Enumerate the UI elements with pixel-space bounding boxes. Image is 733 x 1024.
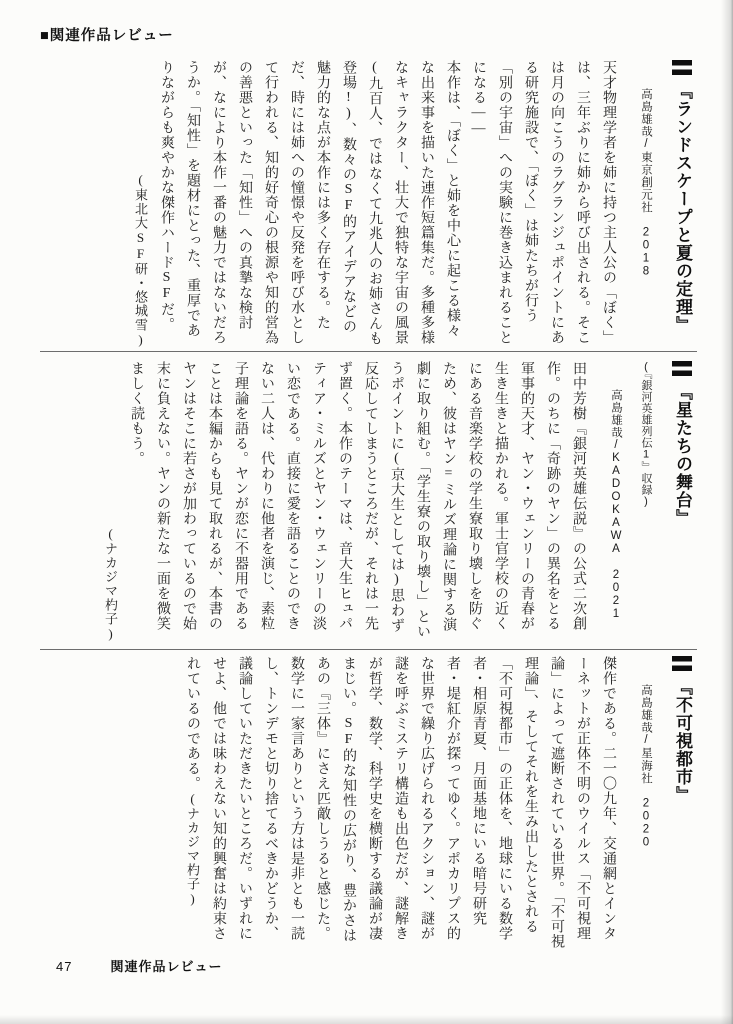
collection-note: (『銀河英雄列伝1』収録) xyxy=(640,361,652,508)
reviewer-attribution: (ナカジマ杓子) xyxy=(185,791,200,907)
page-number: 47 xyxy=(56,959,73,974)
reviewer-attribution: (ナカジマ杓子) xyxy=(103,526,118,642)
review-title-text: 『ランドスケープと夏の定理』 xyxy=(673,82,692,334)
review-paragraph: 天才物理学者を姉に持つ主人公の「ぼく」は、三年ぶりに姉から呼び出される。そこは月の向こうのラグランジュポイントにある研究施設で、「ぼく」は姉たちが行う「別の宇宙」への実験に巻き込まれることになる―― xyxy=(471,60,616,345)
review-section-hoshitachi xyxy=(40,361,695,642)
author-publisher-line: 高島雄哉/星海社 2020 xyxy=(640,684,652,850)
section-divider xyxy=(40,649,697,650)
review-paragraph: 本作は、「ぼく」と姉を中心に起こる様々な出来事を描いた連作短篇集だ。多種多様なキャラクター、壮大で独特な宇宙の風景(九百人、ではなくて九兆人のお姉さんも登場!)、数々のSF的アイデアなどの魅力的な点が本作には多く存在する。ただ、時には姉への憧憬や反発を呼び水として行われる、知的好奇心の根源や知的営為の善悪といった「知性」への真摯な検討が、なにより本作一番の魅力ではないだろうか。「知性」を題材にとった、重厚でありながらも爽やかな傑作ハードSFだ。 xyxy=(159,60,460,346)
page-edge-shadow-right xyxy=(721,0,733,1024)
footer-section-label: 関連作品レビュー xyxy=(110,959,223,974)
review-title xyxy=(669,60,695,348)
page-footer xyxy=(56,956,222,975)
title-marker-icon xyxy=(672,656,692,671)
author-publisher-line: 高島雄哉/東京創元社 2018 xyxy=(640,88,652,279)
title-marker-icon xyxy=(672,60,692,75)
title-marker-icon xyxy=(672,361,692,376)
section-divider xyxy=(40,351,697,352)
review-section-fukashitoshi xyxy=(40,656,695,950)
review-paragraph: 田中芳樹『銀河英雄伝説』の公式二次創作。のちに「奇跡のヤン」の異名をとる軍事的天才、ヤン・ウェンリーの青春が生き生きと描かれる。軍士官学校の近くにある音楽学校の学生寮取り壊しを防ぐため、彼はヤン=ミルズ理論に関する演劇に取り組む。「学生寮の取り壊し」というポイントに(京大生としては)思わず反応してしまうところだが、それは一先ず置く。本作のテーマは、音大生ヒュパティア・ミルズとヤン・ウェンリーの淡い恋である。直接に愛を語ることのできない二人は、代わりに他者を演じ、素粒子理論を語る。ヤンが恋に不器用であることは本編からも見て取れるが、本書のヤンはそこに若さが加わっているので始末に負えない。ヤンの新たな一面を微笑ましく読もう。 xyxy=(129,361,586,639)
review-title xyxy=(669,361,695,642)
review-paragraph-text: 傑作である。二一〇九年、交通網とインターネットが正体不明のウイルス「不可視理論」によって遮断されている世界。「不可視理論」、そしてそれを生み出したとされる「不可視都市」の正体を、地球にいる数学者・相原青夏、月面基地にいる暗号研究者・堤紅介が探ってゆく。アポカリプス的な世界で繰り広げられるアクション、謎が謎を呼ぶミステリ構造も出色だが、謎解きが哲学、数学、科学史を横断する議論が凄まじい。SF的な知性の広がり、豊かさはあの『三体』にさえ匹敵しうると感じた。数学に一家言ありという方は是非とも一読し、トンデモと切り捨てるべきかどうか、議論していただきたいところだ。いずれにせよ、他では味わえない知的興奮は約束されているのである。 xyxy=(185,656,616,949)
review-paragraph xyxy=(179,656,621,950)
review-title-text: 『不可視都市』 xyxy=(673,678,692,804)
review-title-text: 『星たちの舞台』 xyxy=(673,383,692,527)
page-header: ■関連作品レビュー xyxy=(40,28,174,44)
review-title xyxy=(669,656,695,950)
reviewer-attribution: (東北大SF研・悠城雪) xyxy=(133,172,148,348)
page-edge-shadow-bottom xyxy=(0,1015,733,1024)
author-publisher-line: 高島雄哉/KADOKAWA 2021 xyxy=(610,389,622,621)
review-section-landscape xyxy=(40,60,695,348)
